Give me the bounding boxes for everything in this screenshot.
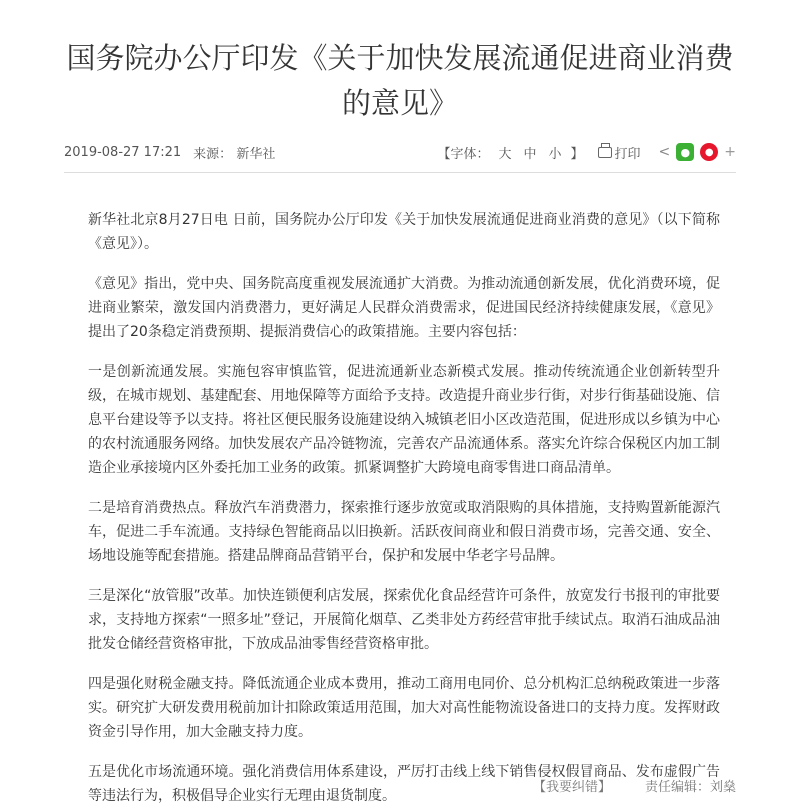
article-meta-bar [64, 140, 736, 164]
article-title: 国务院办公厅印发《关于加快发展流通促进商业消费的意见》 [66, 41, 734, 120]
article-tools [437, 143, 736, 162]
print-button[interactable] [598, 143, 641, 162]
font-size-small-button[interactable]: 小 [548, 146, 562, 162]
article-paragraph: 二是培育消费热点。释放汽车消费潜力，探索推行逐步放宽或取消限购的具体措施，支持购置新能源汽车，促进二手车流通。支持绿色智能商品以旧换新。活跃夜间商业和假日消费市场，完善交通、安全、场地设施等配套措施。搭建品牌商品营销平台，保护和发展中华老字号品牌。 [88, 500, 720, 564]
font-size-large-button[interactable]: 大 [498, 146, 512, 162]
publish-datetime: 2019-08-27 17:21 [64, 144, 182, 160]
source-name: 新华社 [236, 146, 276, 162]
article-meta-left [64, 143, 275, 162]
font-size-close: 】 [570, 146, 584, 162]
article-paragraph: 一是创新流通发展。实施包容审慎监管，促进流通新业态新模式发展。推动传统流通企业创新转型升级，在城市规划、基建配套、用地保障等方面给予支持。改造提升商业步行街，对步行街基础设施、信息平台建设等予以支持。将社区便民服务设施建设纳入城镇老旧小区改造范围，促进形成以乡镇为中心的农村流通服务网络。加快发展农产品冷链物流，完善农产品流通体系。落实允许综合保税区内加工制造企业承接境内区外委托加工业务的政策。抓紧调整扩大跨境电商零售进口商品清单。 [88, 364, 720, 476]
article-body [88, 208, 720, 806]
report-error-link[interactable]: 【我要纠错】 [532, 780, 611, 795]
weibo-icon[interactable]: ● [700, 143, 718, 161]
article-paragraph: 三是深化“放管服”改革。加快连锁便利店发展，探索优化食品经营许可条件，放宽发行书报刊的审批要求，支持地方探索“一照多址”登记，开展简化烟草、乙类非处方药经营审批手续试点。取消石油成品油批发仓储经营资格审批，下放成品油零售经营资格审批。 [88, 588, 720, 652]
source-info [193, 143, 275, 162]
wechat-icon[interactable]: ● [676, 143, 694, 161]
responsible-editor: 责任编辑：刘燊 [644, 780, 736, 795]
print-icon [598, 147, 612, 158]
share-icon[interactable]: < [658, 144, 671, 160]
article-paragraph: 五是优化市场流通环境。强化消费信用体系建设，严厉打击线上线下销售侵权假冒商品、发布虚假广告等违法行为，积极倡导企业实行无理由退货制度。 [88, 764, 720, 804]
meta-divider [64, 172, 736, 173]
plus-icon[interactable]: + [724, 144, 736, 160]
article-footer [533, 776, 736, 795]
print-label: 打印 [614, 146, 641, 162]
font-size-label: 【字体： [437, 146, 490, 162]
font-size-medium-button[interactable]: 中 [523, 146, 537, 162]
article-paragraph: 新华社北京8月27日电 日前，国务院办公厅印发《关于加快发展流通促进商业消费的意见》（以下简称《意见》）。 [88, 212, 720, 252]
article-paragraph: 四是强化财税金融支持。降低流通企业成本费用，推动工商用电同价、总分机构汇总纳税政策进一步落实。研究扩大研发费用税前加计扣除政策适用范围，加大对高性能物流设备进口的支持力度。发挥财政资金引导作用，加大金融支持力度。 [88, 676, 720, 740]
source-label: 来源： [193, 146, 233, 162]
article-paragraph: 《意见》指出，党中央、国务院高度重视发展流通扩大消费。为推动流通创新发展，优化消费环境，促进商业繁荣，激发国内消费潜力，更好满足人民群众消费需求，促进国民经济持续健康发展，《意见》提出了20条稳定消费预期、提振消费信心的政策措施。主要内容包括： [88, 276, 720, 340]
